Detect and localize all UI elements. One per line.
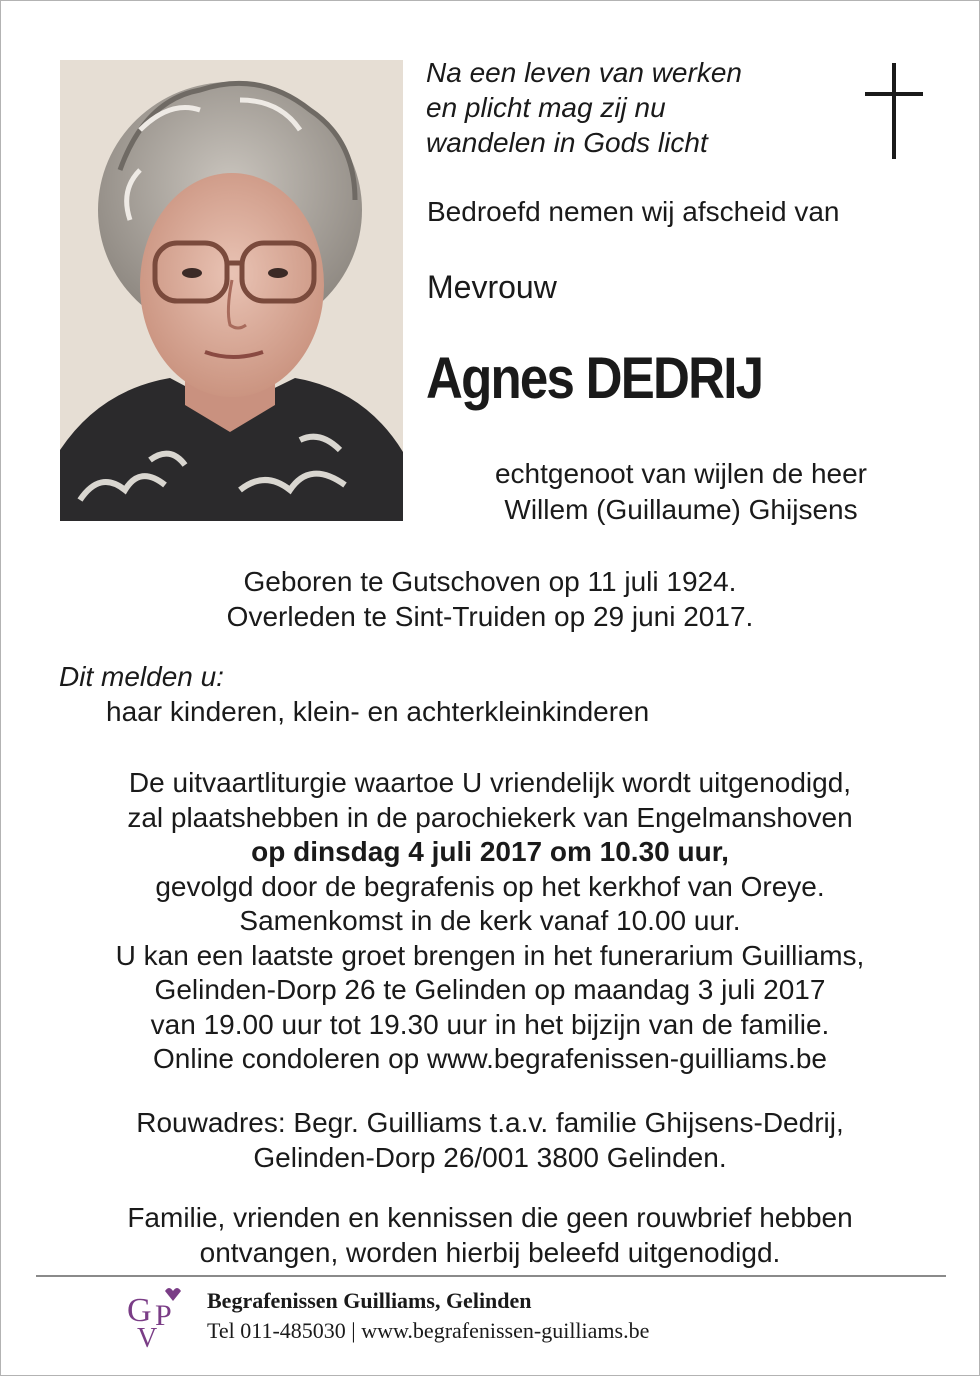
portrait-photo <box>60 60 403 521</box>
mourning-address <box>1 1105 979 1175</box>
svg-text:P: P <box>155 1299 172 1332</box>
address-line: Rouwadres: Begr. Guilliams t.a.v. familie Ghijsens-Dedrij, <box>136 1107 844 1138</box>
verse <box>426 55 826 160</box>
svg-text:G: G <box>127 1292 152 1329</box>
honorific: Mevrouw <box>427 269 557 305</box>
service-line: De uitvaartliturgie waartoe U vriendelijk wordt uitgenodigd, <box>128 767 852 798</box>
death-line: Overleden te Sint-Truiden op 29 juni 2017. <box>226 601 754 632</box>
life-dates <box>1 564 979 634</box>
verse-line: Na een leven van werken <box>426 57 742 88</box>
service-line: gevolgd door de begrafenis op het kerkhof van Oreye. <box>155 870 825 902</box>
announcement-family: haar kinderen, klein- en achterkleinkinderen <box>106 696 650 727</box>
invitation-line: Familie, vrienden en kennissen die geen rouwbrief hebben <box>127 1202 853 1233</box>
birth-line: Geboren te Gutschoven op 11 juli 1924. <box>243 566 737 597</box>
service-line: Samenkomst in de kerk vanaf 10.00 uur. <box>239 905 741 936</box>
footer-divider <box>36 1275 946 1277</box>
spouse-line: Willem (Guillaume) Ghijsens <box>504 494 858 525</box>
spouse-info <box>411 456 951 528</box>
cross-icon <box>865 63 923 159</box>
funeral-home-contact: Tel 011-485030 | www.begrafenissen-guilliams.be <box>207 1318 650 1343</box>
announcement-heading: Dit melden u: <box>59 661 224 692</box>
service-line: U kan een laatste groet brengen in het funerarium Guilliams, <box>115 939 865 971</box>
service-details <box>1 766 979 1077</box>
address-line: Gelinden-Dorp 26/001 3800 Gelinden. <box>253 1142 727 1173</box>
service-line: Gelinden-Dorp 26 te Gelinden op maandag 3 juli 2017 <box>154 974 826 1005</box>
deceased-name: Agnes DEDRIJ <box>426 346 763 411</box>
verse-line: en plicht mag zij nu <box>426 92 666 123</box>
funeral-home-logo <box>125 1285 191 1351</box>
farewell-intro: Bedroefd nemen wij afscheid van <box>427 196 840 227</box>
service-line: zal plaatshebben in de parochiekerk van Engelmanshoven <box>127 801 853 833</box>
spouse-line: echtgenoot van wijlen de heer <box>494 458 868 489</box>
verse-line: wandelen in Gods licht <box>426 127 708 158</box>
portrait-illustration <box>60 60 403 521</box>
svg-text:V: V <box>137 1323 158 1351</box>
service-line: van 19.00 uur tot 19.30 uur in het bijzijn van de familie. <box>150 1008 830 1040</box>
invitation-note <box>1 1200 979 1270</box>
service-line: Online condoleren op www.begrafenissen-guilliams.be <box>153 1043 827 1074</box>
invitation-line: ontvangen, worden hierbij beleefd uitgenodigd. <box>199 1237 781 1268</box>
service-datetime: op dinsdag 4 juli 2017 om 10.30 uur, <box>251 836 729 867</box>
funeral-home-name: Begrafenissen Guilliams, Gelinden <box>207 1288 532 1313</box>
